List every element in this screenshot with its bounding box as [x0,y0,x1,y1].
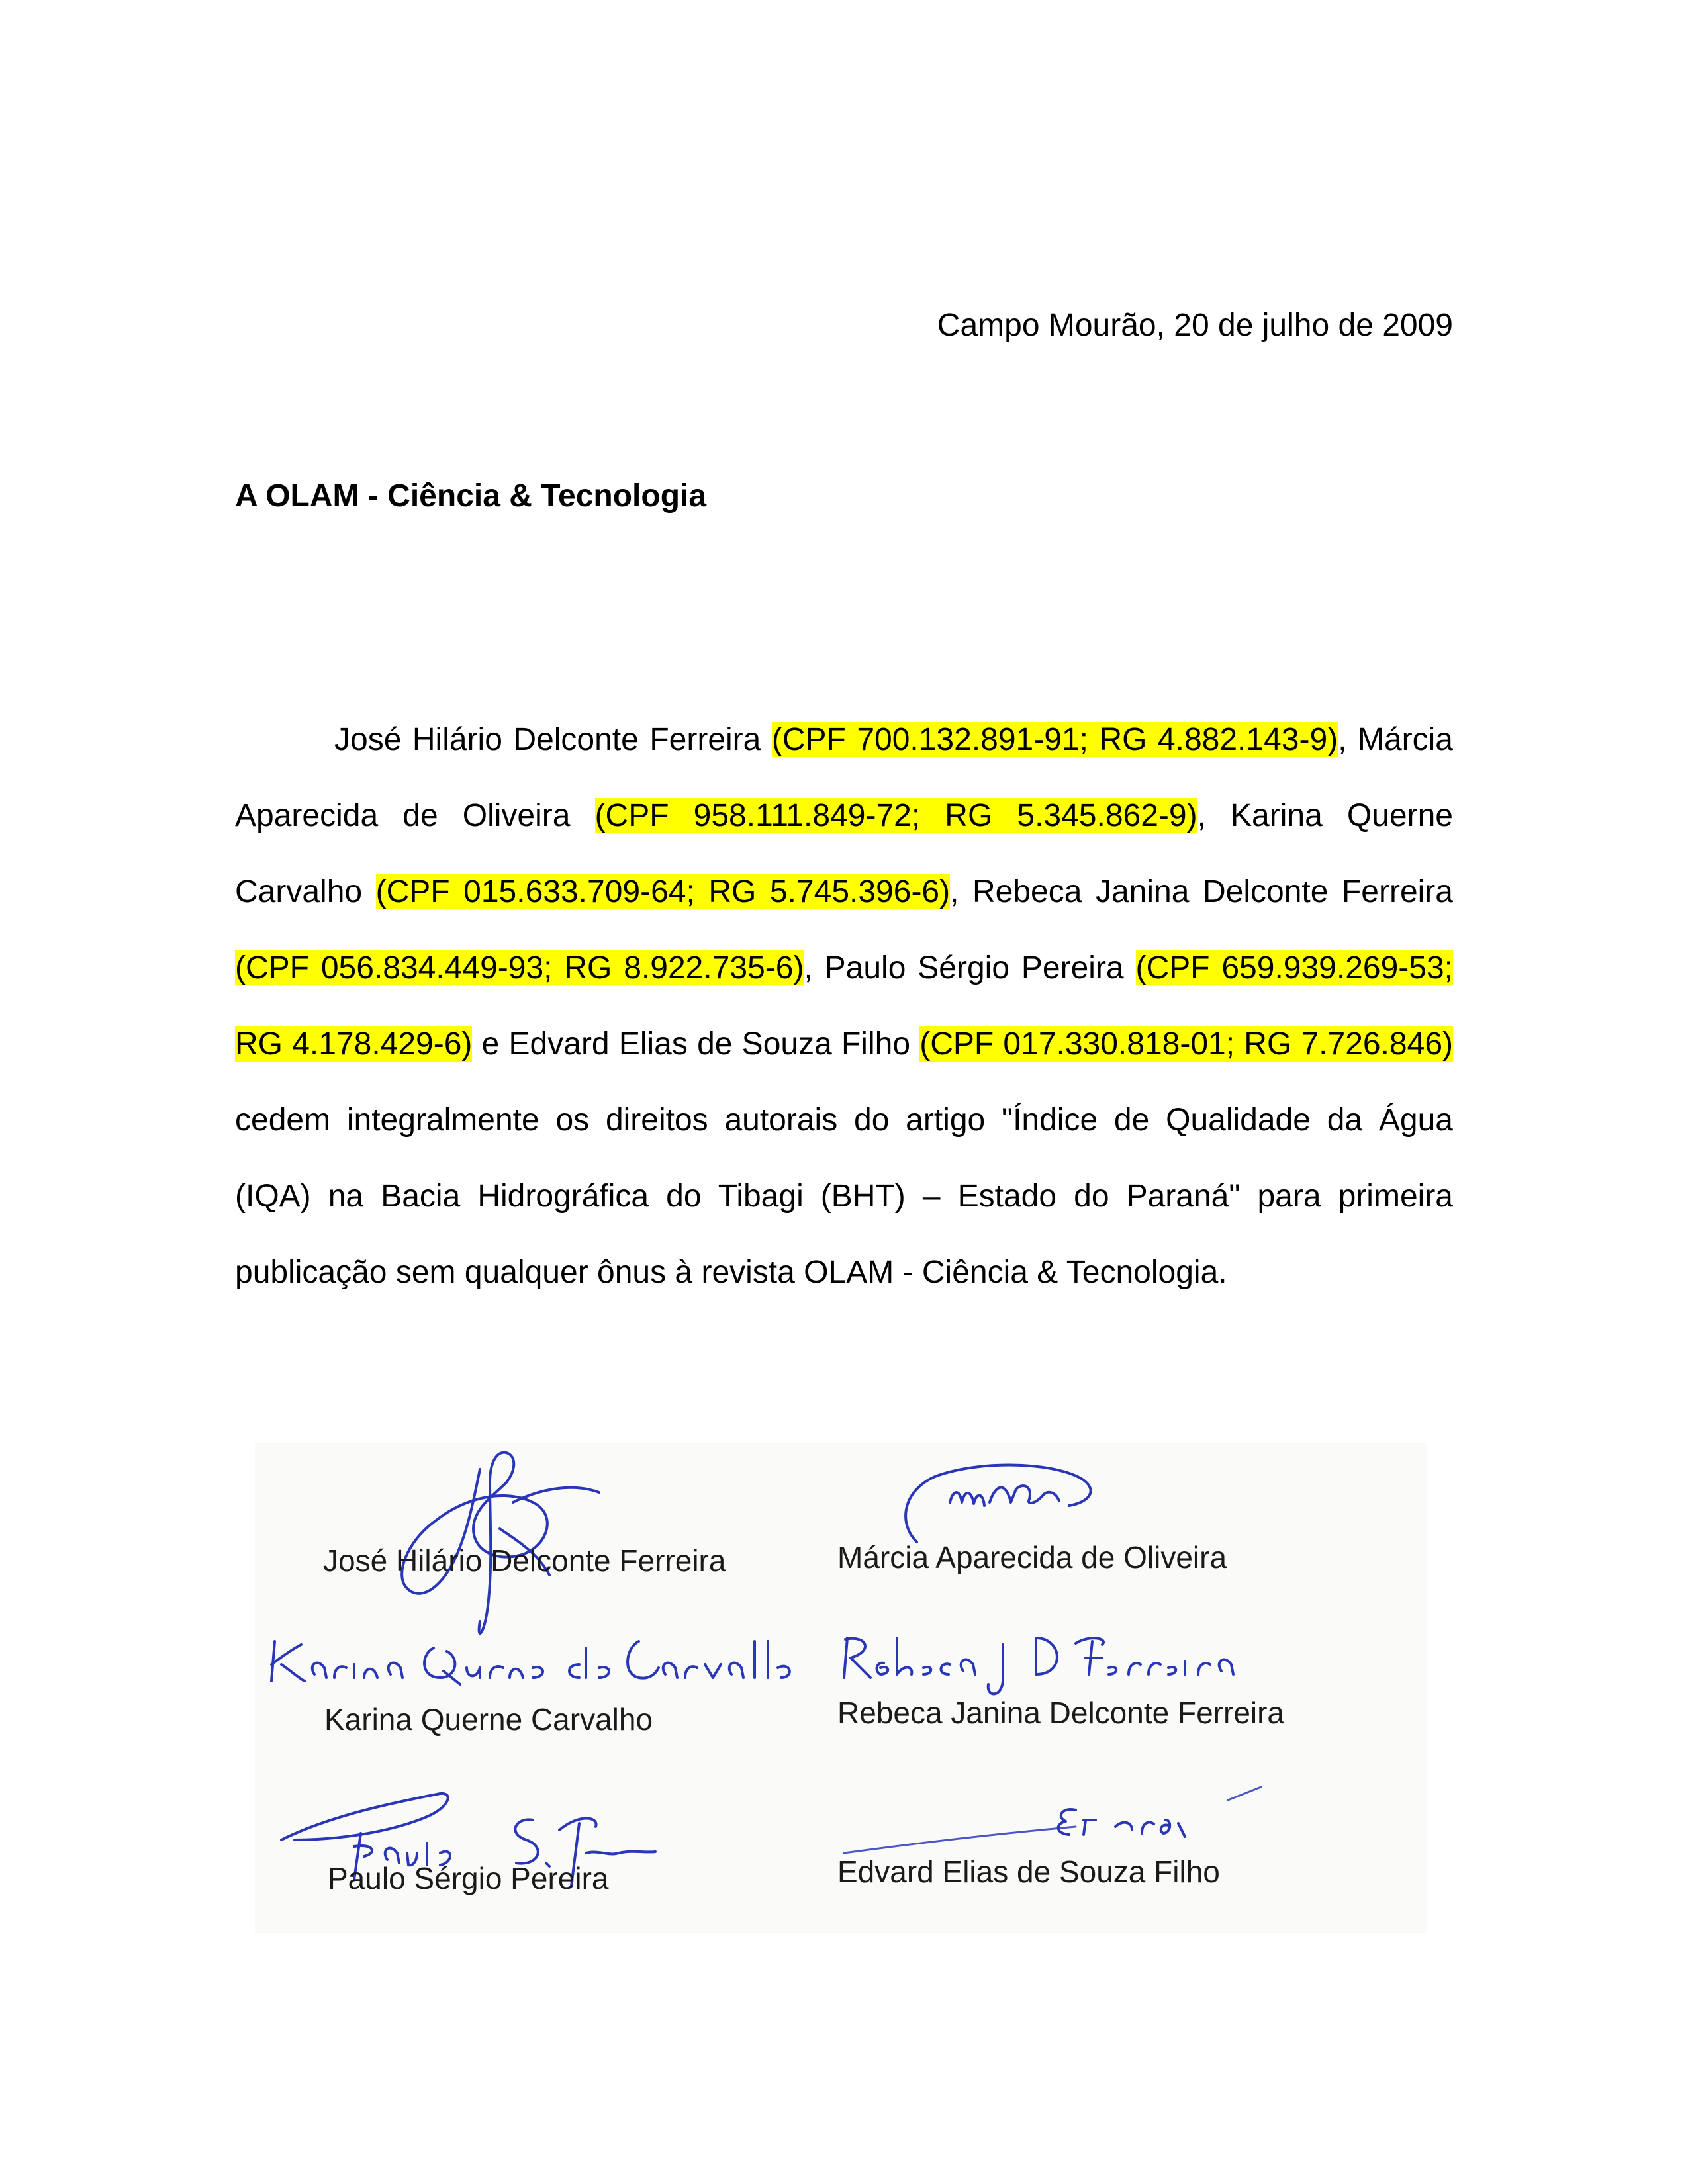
signature-handwritten-rebeca [857,1628,858,1629]
signature-name-edvard: Edvard Elias de Souza Filho [837,1854,1220,1889]
highlighted-id-6: (CPF 017.330.818-01; RG 7.726.846) [919,1026,1454,1062]
author-name-4: , Rebeca Janina Delconte Ferreira [950,874,1453,909]
signature-karina [255,1615,837,1780]
author-name-6: e Edvard Elias de Souza Filho [472,1026,920,1062]
highlighted-id-4: (CPF 056.834.449-93; RG 8.922.735-6) [235,950,804,985]
highlighted-id-5: (CPF 659.939.269-53; RG 4.178.429-6) [235,950,1453,1062]
signature-paulo [255,1780,837,1933]
signature-edvard [837,1780,1427,1933]
author-name-2: , Márcia Aparecida de Oliveira [235,722,1453,833]
highlighted-id-2: (CPF 958.111.849-72; RG 5.345.862-9) [594,798,1197,833]
signature-marcia [837,1443,1427,1615]
author-name-1: José Hilário Delconte Ferreira [334,722,772,757]
cession-paragraph [235,702,1453,1310]
signature-scribble-karina [268,1628,851,1707]
author-name-3: , Karina Querne Carvalho [235,798,1453,909]
recipient-heading: A OLAM - Ciência & Tecnologia [235,478,707,514]
signature-name-paulo: Paulo Sérgio Pereira [328,1861,609,1895]
author-name-5: , Paulo Sérgio Pereira [804,950,1136,985]
highlighted-id-3: (CPF 015.633.709-64; RG 5.745.396-6) [375,874,951,909]
signature-name-jose: José Hilário Delconte Ferreira [323,1543,726,1578]
signature-rebeca [837,1615,1427,1780]
highlighted-id-1: (CPF 700.132.891-91; RG 4.882.143-9) [771,722,1338,757]
signature-scribble-jose [255,1443,837,1615]
signature-jose [255,1443,837,1615]
signature-name-karina: Karina Querne Carvalho [324,1702,653,1737]
paragraph-conclusion: cedem integralmente os direitos autorais do artigo "Índice de Qualidade da Água (IQA) na Bacia Hidrográfica do Tibagi (BHT) – Estado do Paraná" para primeira publicação sem qualquer ônus à revista OLAM - Ciência & Tecnologia. [235,1103,1453,1290]
place-date: Campo Mourão, 20 de julho de 2009 [937,308,1453,343]
signature-name-rebeca: Rebeca Janina Delconte Ferreira [837,1696,1285,1730]
signature-scribble-marcia [837,1443,1427,1615]
signature-block [255,1443,1427,1933]
signature-scribble-rebeca [837,1625,1427,1704]
signature-name-marcia: Márcia Aparecida de Oliveira [837,1540,1227,1574]
signature-scribble-paulo [255,1780,837,1933]
